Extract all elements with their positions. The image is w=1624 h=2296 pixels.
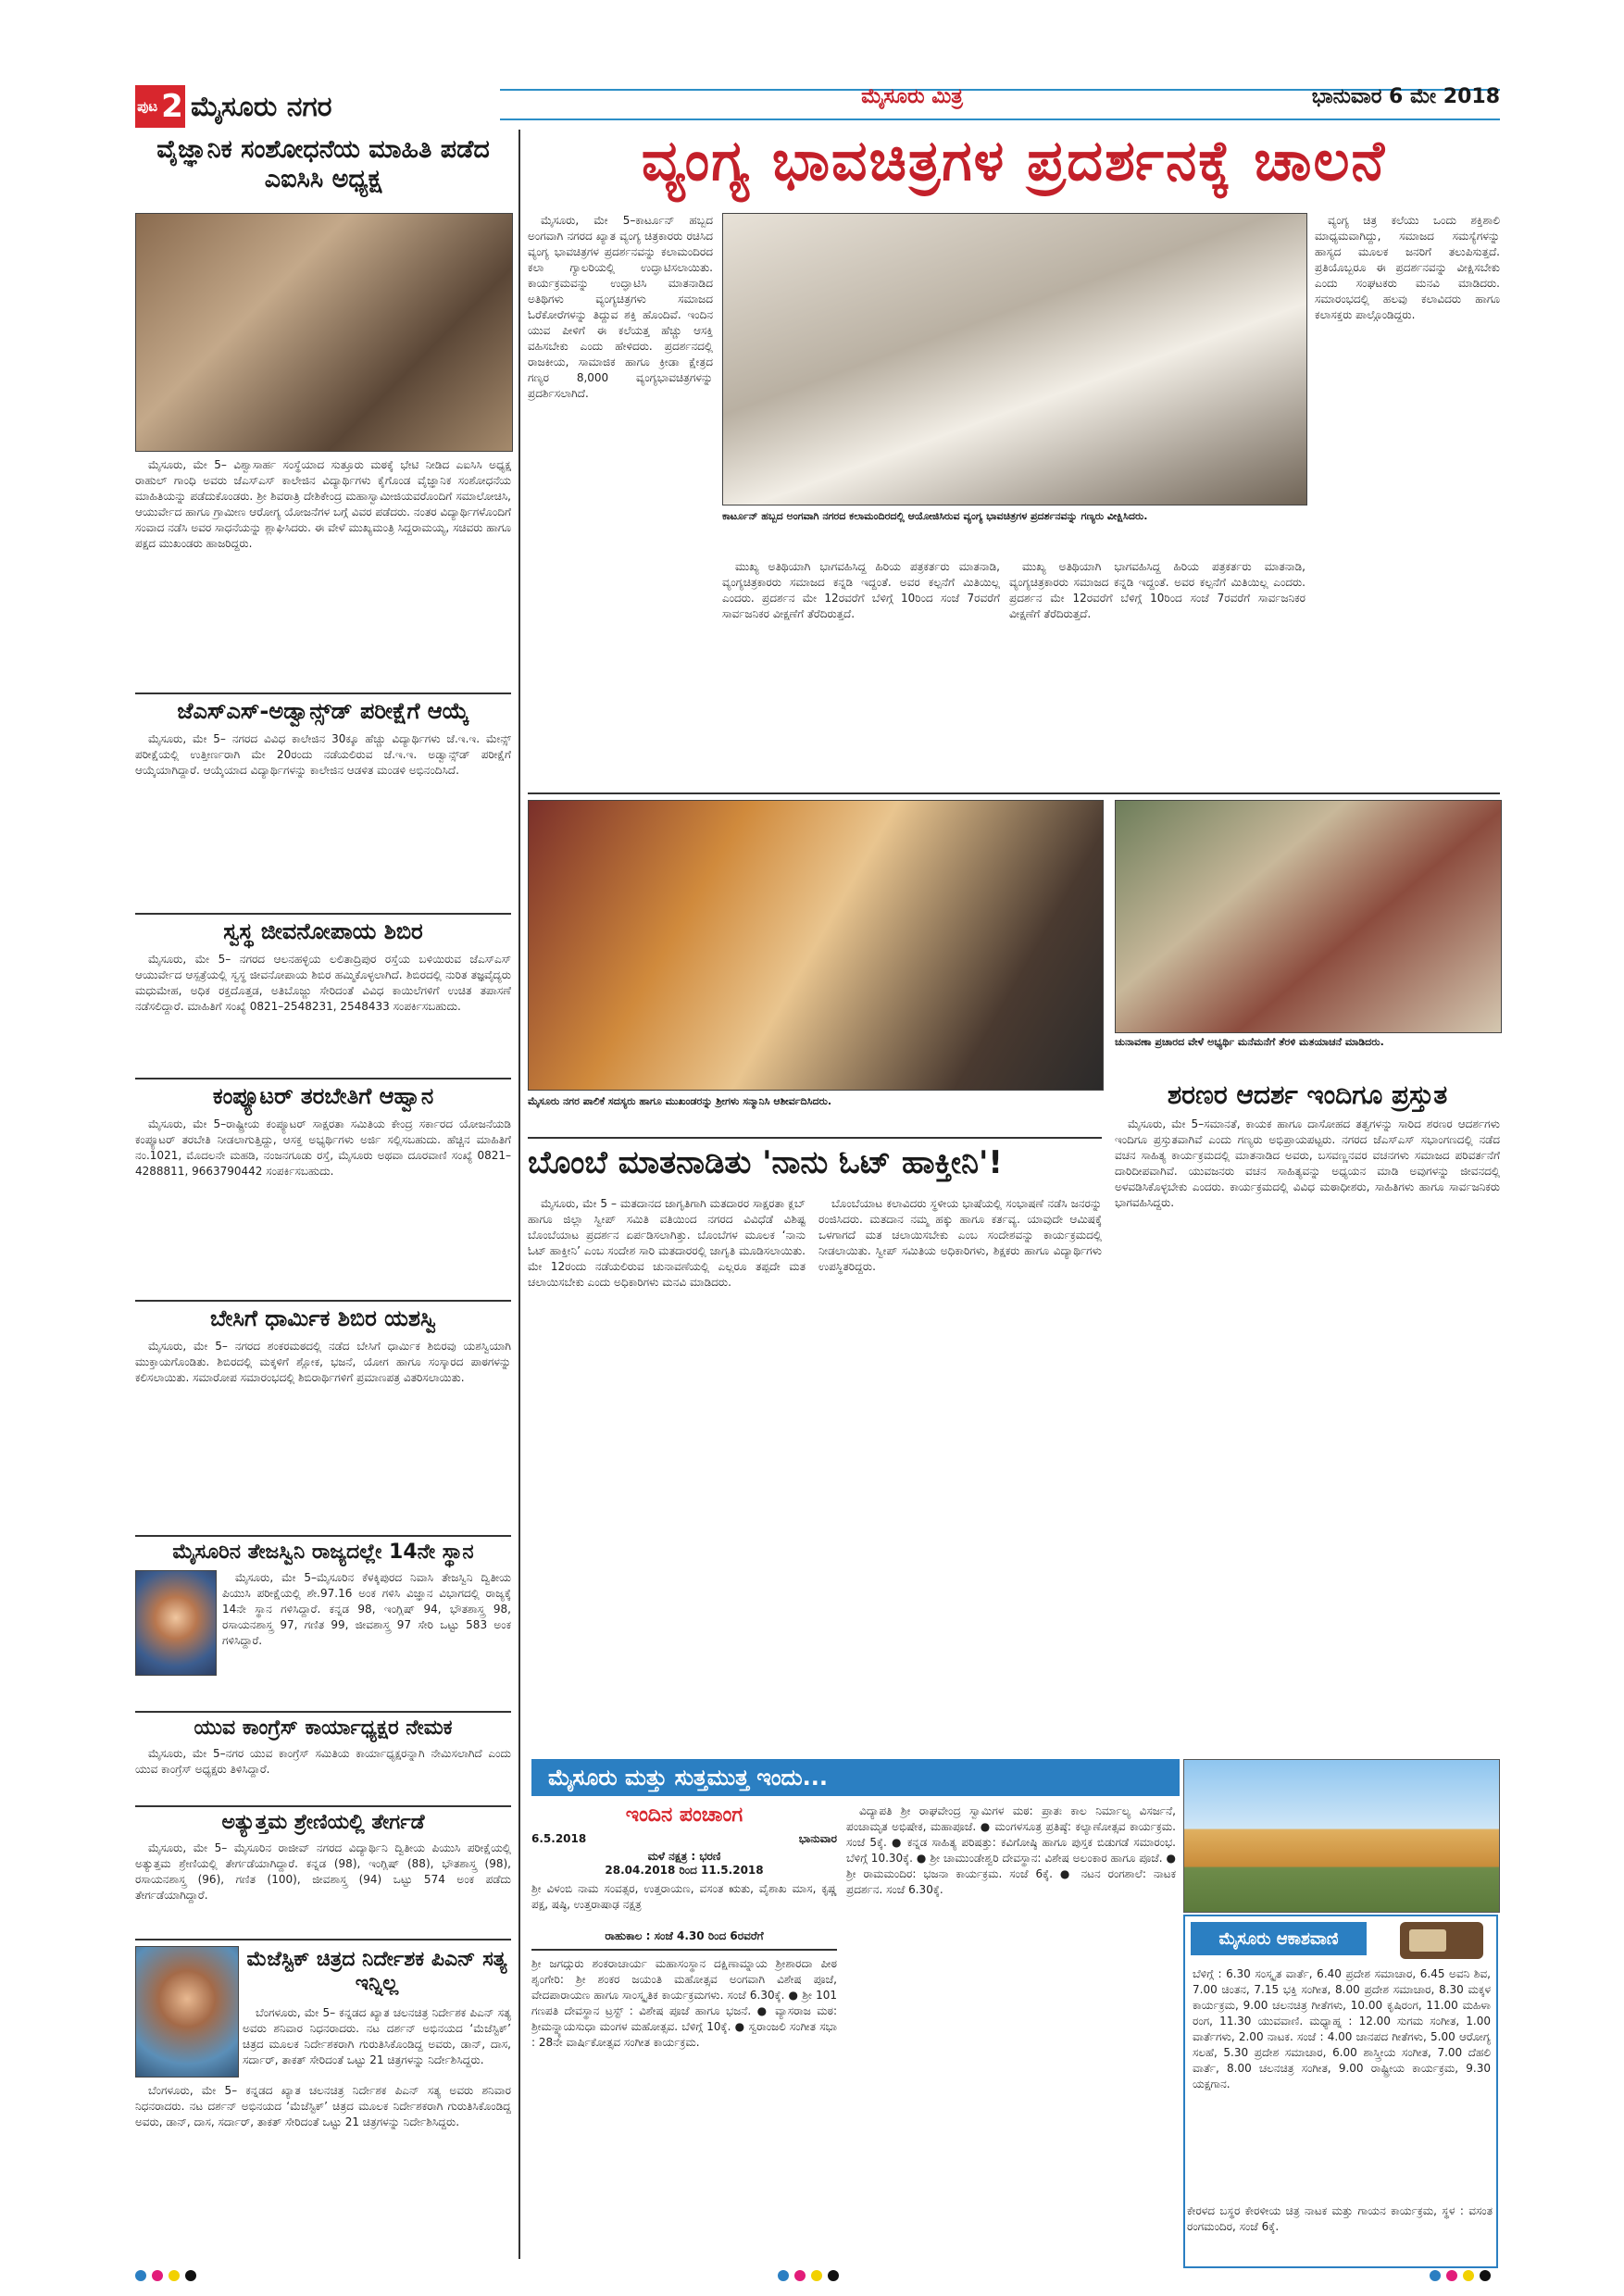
article-text: ಮೈಸೂರು, ಮೇ 5– ಮೈಸೂರಿನ ರಾಜೀವ್ ನಗರದ ವಿದ್ಯಾರ್ಥಿನಿ ದ್ವಿತೀಯ ಪಿಯುಸಿ ಪರೀಕ್ಷೆಯಲ್ಲಿ ಅತ್ಯುತ್ತಮ ಶ್ರೇಣಿಯಲ್ಲಿ ತೇರ್ಗಡೆಯಾಗಿದ್ದಾರೆ. ಕನ್ನಡ (98), ಇಂಗ್ಲಿಷ್ (88), ಭೌತಶಾಸ್ತ್ರ (98), ರಸಾಯನಶಾಸ್ತ್ರ (96), ಗಣಿತ (100), ಜೀವಶಾಸ್ತ್ರ (94) ಒಟ್ಟು 574 ಅಂಕ ಪಡೆದು ತೇರ್ಗಡೆಯಾಗಿದ್ದಾರೆ. — [135, 1841, 511, 1902]
article-body — [135, 731, 511, 909]
article-text: ಬೆಂಗಳೂರು, ಮೇ 5– ಕನ್ನಡದ ಖ್ಯಾತ ಚಲನಚಿತ್ರ ನಿರ್ದೇಶಕ ಪಿಎನ್ ಸತ್ಯ ಅವರು ಶನಿವಾರ ನಿಧನರಾದರು. ನಟ ದರ್ಶನ್ ಅಭಿನಯದ ‘ಮೆಜೆಸ್ಟಿಕ್’ ಚಿತ್ರದ ಮೂಲಕ ನಿರ್ದೇಶಕರಾಗಿ ಗುರುತಿಸಿಕೊಂಡಿದ್ದ ಅವರು, ಡಾನ್, ದಾಸ, ಸರ್ದಾರ್, ತಾಕತ್ ಸೇರಿದಂತೆ ಒಟ್ಟು 21 ಚಿತ್ರಗಳನ್ನು ನಿರ್ದೇಶಿಸಿದ್ದರು. — [243, 2006, 511, 2066]
events-text: ವಿದ್ಯಾಪತಿ ಶ್ರೀ ರಾಘವೇಂದ್ರ ಸ್ವಾಮಿಗಳ ಮಠ: ಪ್ರಾತಃ ಕಾಲ ನಿರ್ಮಾಲ್ಯ ವಿಸರ್ಜನೆ, ಪಂಚಾಮೃತ ಅಭಿಷೇಕ, ಮಹಾಪೂಜೆ. ● ಮಂಗಳಸೂತ್ರ ಪ್ರತಿಷ್ಠೆ: ಕಲ್ಯಾಣೋತ್ಸವ ಕಾರ್ಯಕ್ರಮ. ಸಂಜೆ 5ಕ್ಕೆ. ● ಕನ್ನಡ ಸಾಹಿತ್ಯ ಪರಿಷತ್ತು: ಕವಿಗೋಷ್ಠಿ ಹಾಗೂ ಪುಸ್ತಕ ಬಿಡುಗಡೆ ಸಮಾರಂಭ. ಬೆಳಿಗ್ಗೆ 10.30ಕ್ಕೆ. ● ಶ್ರೀ ಚಾಮುಂಡೇಶ್ವರಿ ದೇವಸ್ಥಾನ: ವಿಶೇಷ ಅಲಂಕಾರ ಹಾಗೂ ಪೂಜೆ. ● ಶ್ರೀ ರಾಮಮಂದಿರ: ಭಜನಾ ಕಾರ್ಯಕ್ರಮ. ಸಂಜೆ 6ಕ್ಕೆ. ● ನಟನ ರಂಗಶಾಲೆ: ನಾಟಕ ಪ್ರದರ್ಶನ. ಸಂಜೆ 6.30ಕ್ಕೆ. — [846, 1804, 1176, 1896]
article-body — [1115, 1117, 1500, 1750]
photo-cartoon-exhibition — [722, 213, 1307, 505]
registration-dot — [778, 2270, 789, 2281]
issue-date: ಭಾನುವಾರ 6 ಮೇ 2018 — [1311, 85, 1500, 108]
headline-ebisi: ವೈಜ್ಞಾನಿಕ ಸಂಶೋಧನೆಯ ಮಾಹಿತಿ ಪಡೆದ ಎಐಸಿಸಿ ಅಧ್ಯಕ್ಷ — [156, 135, 490, 194]
portrait-tejaswini — [135, 1570, 217, 1676]
paper-name: ಮೈಸೂರು ಮಿತ್ರ — [861, 85, 963, 108]
article-text: ಮೈಸೂರು, ಮೇ 5–ಮೈಸೂರಿನ ಕೆಳಕ್ಕಿಪುರದ ನಿವಾಸಿ ತೇಜಸ್ವಿನಿ ದ್ವಿತೀಯ ಪಿಯುಸಿ ಪರೀಕ್ಷೆಯಲ್ಲಿ ಶೇ.97.16 ಅಂಕ ಗಳಿಸಿ ವಿಜ್ಞಾನ ವಿಭಾಗದಲ್ಲಿ ರಾಜ್ಯಕ್ಕೆ 14ನೇ ಸ್ಥಾನ ಗಳಿಸಿದ್ದಾರೆ. ಕನ್ನಡ 98, ಇಂಗ್ಲಿಷ್ 94, ಭೌತಶಾಸ್ತ್ರ 98, ರಸಾಯನಶಾಸ್ತ್ರ 97, ಗಣಿತ 99, ಜೀವಶಾಸ್ತ್ರ 97 ಸೇರಿ ಒಟ್ಟು 583 ಅಂಕ ಗಳಿಸಿದ್ದಾರೆ. — [222, 1571, 511, 1647]
photo-caption: ಕಾರ್ಟೂನ್ ಹಬ್ಬದ ಅಂಗವಾಗಿ ನಗರದ ಕಲಾಮಂದಿರದಲ್ಲಿ ಆಯೋಜಿಸಿರುವ ವ್ಯಂಗ್ಯ ಭಾವಚಿತ್ರಗಳ ಪ್ರದರ್ಶನವನ್ನು ಗಣ್ಯರು ವೀಕ್ಷಿಸಿದರು. — [722, 510, 1148, 522]
registration-dot — [1463, 2270, 1474, 2281]
article-text: ಬೊಂಬೆಯಾಟ ಕಲಾವಿದರು ಸ್ಥಳೀಯ ಭಾಷೆಯಲ್ಲಿ ಸಂಭಾಷಣೆ ನಡೆಸಿ ಜನರನ್ನು ರಂಜಿಸಿದರು. ಮತದಾನ ನಮ್ಮ ಹಕ್ಕು ಹಾಗೂ ಕರ್ತವ್ಯ. ಯಾವುದೇ ಆಮಿಷಕ್ಕೆ ಒಳಗಾಗದೆ ಮತ ಚಲಾಯಿಸಬೇಕು ಎಂಬ ಸಂದೇಶವನ್ನು ಕಾರ್ಯಕ್ರಮದಲ್ಲಿ ನೀಡಲಾಯಿತು. ಸ್ವೀಪ್ ಸಮಿತಿಯ ಅಧಿಕಾರಿಗಳು, ಶಿಕ್ಷಕರು ಹಾಗೂ ವಿದ್ಯಾರ್ಥಿಗಳು ಉಪಸ್ಥಿತರಿದ್ದರು. — [818, 1197, 1102, 1273]
registration-dot — [169, 2270, 180, 2281]
article-body — [1009, 559, 1305, 787]
registration-dot — [1446, 2270, 1457, 2281]
article-text: ವ್ಯಂಗ್ಯ ಚಿತ್ರ ಕಲೆಯು ಒಂದು ಶಕ್ತಿಶಾಲಿ ಮಾಧ್ಯಮವಾಗಿದ್ದು, ಸಮಾಜದ ಸಮಸ್ಯೆಗಳನ್ನು ಹಾಸ್ಯದ ಮೂಲಕ ಜನರಿಗೆ ತಲುಪಿಸುತ್ತದೆ. ಪ್ರತಿಯೊಬ್ಬರೂ ಈ ಪ್ರದರ್ಶನವನ್ನು ವೀಕ್ಷಿಸಬೇಕು ಎಂದು ಸಂಘಟಕರು ಮನವಿ ಮಾಡಿದರು. ಸಮಾರಂಭದಲ್ಲಿ ಹಲವು ಕಲಾವಿದರು ಹಾಗೂ ಕಲಾಸಕ್ತರು ಪಾಲ್ಗೊಂಡಿದ್ದರು. — [1315, 214, 1500, 321]
page-number-badge — [135, 85, 185, 128]
footer-note: ಕೇರಳದ ಬಸ್ಥರ ಕೇರಳೀಯ ಚಿತ್ರ ನಾಟಕ ಮತ್ತು ಗಾಯನ ಕಾರ್ಯಕ್ರಮ, ಸ್ಥಳ : ವಸಂತ ರಂಗಮಂದಿರ, ಸಂಜೆ 6ಕ್ಕೆ. — [1187, 2203, 1493, 2259]
article-text: ಮೈಸೂರು, ಮೇ 5– ವಿಶ್ವಾಸಾರ್ಹ ಸಂಸ್ಥೆಯಾದ ಸುತ್ತೂರು ಮಠಕ್ಕೆ ಭೇಟಿ ನೀಡಿದ ಎಐಸಿಸಿ ಅಧ್ಯಕ್ಷ ರಾಹುಲ್ ಗಾಂಧಿ ಅವರು ಜೆಎಸ್‌ಎಸ್ ಕಾಲೇಜಿನ ವಿದ್ಯಾರ್ಥಿಗಳು ಕೈಗೊಂಡ ವೈಜ್ಞಾನಿಕ ಸಂಶೋಧನೆಯ ಮಾಹಿತಿಯನ್ನು ಪಡೆದುಕೊಂಡರು. ಶ್ರೀ ಶಿವರಾತ್ರಿ ದೇಶಿಕೇಂದ್ರ ಮಹಾಸ್ವಾಮೀಜಿಯವರೊಂದಿಗೆ ಸಮಾಲೋಚಿಸಿ, ಆಯುರ್ವೇದ ಹಾಗೂ ಗ್ರಾಮೀಣ ಆರೋಗ್ಯ ಯೋಜನೆಗಳ ಬಗ್ಗೆ ವಿವರ ಪಡೆದರು. ನಂತರ ವಿದ್ಯಾರ್ಥಿಗಳೊಂದಿಗೆ ಸಂವಾದ ನಡೆಸಿ ಅವರ ಸಾಧನೆಯನ್ನು ಶ್ಲಾಘಿಸಿದರು. ಈ ವೇಳೆ ಮುಖ್ಯಮಂತ್ರಿ ಸಿದ್ದರಾಮಯ್ಯ, ಸಚಿವರು ಹಾಗೂ ಪಕ್ಷದ ಮುಖಂಡರು ಹಾಜರಿದ್ದರು. — [135, 458, 511, 550]
article-body-continued — [135, 2083, 511, 2250]
mysore-palace-image — [1183, 1759, 1500, 1913]
radio-icon — [1400, 1922, 1483, 1959]
headline-besige: ಬೇಸಿಗೆ ಧಾರ್ಮಿಕ ಶಿಬಿರ ಯಶಸ್ವಿ — [209, 1305, 437, 1331]
divider — [135, 1078, 511, 1079]
photo-felicitation — [528, 800, 1104, 1091]
article-text: ಮೈಸೂರು, ಮೇ 5–ಕಾರ್ಟೂನ್ ಹಬ್ಬದ ಅಂಗವಾಗಿ ನಗರದ ಖ್ಯಾತ ವ್ಯಂಗ್ಯ ಚಿತ್ರಕಾರರು ರಚಿಸಿದ ವ್ಯಂಗ್ಯ ಭಾವಚಿತ್ರಗಳ ಪ್ರದರ್ಶನವನ್ನು ಕಲಾಮಂದಿರದ ಕಲಾ ಗ್ಯಾಲರಿಯಲ್ಲಿ ಉದ್ಘಾಟಿಸಲಾಯಿತು. ಕಾರ್ಯಕ್ರಮವನ್ನು ಉದ್ಘಾಟಿಸಿ ಮಾತನಾಡಿದ ಅತಿಥಿಗಳು ವ್ಯಂಗ್ಯಚಿತ್ರಗಳು ಸಮಾಜದ ಓರೆಕೋರೆಗಳನ್ನು ತಿದ್ದುವ ಶಕ್ತಿ ಹೊಂದಿವೆ. ಇಂದಿನ ಯುವ ಪೀಳಿಗೆ ಈ ಕಲೆಯತ್ತ ಹೆಚ್ಚು ಆಸಕ್ತಿ ವಹಿಸಬೇಕು ಎಂದು ಹೇಳಿದರು. ಪ್ರದರ್ಶನದಲ್ಲಿ ರಾಜಕೀಯ, ಸಾಮಾಜಿಕ ಹಾಗೂ ಕ್ರೀಡಾ ಕ್ಷೇತ್ರದ ಗಣ್ಯರ 8,000 ವ್ಯಂಗ್ಯಭಾವಚಿತ್ರಗಳನ್ನು ಪ್ರದರ್ಶಿಸಲಾಗಿದೆ. — [528, 214, 713, 400]
photo-campaign — [1115, 800, 1502, 1033]
page-number: 2 — [161, 88, 183, 125]
panchanga-rahukala: ರಾಹುಕಾಲ : ಸಂಜೆ 4.30 ರಿಂದ 6ರವರೆಗೆ — [605, 1929, 764, 1942]
panchanga-nakshatra-dates: 28.04.2018 ರಿಂದ 11.5.2018 — [605, 1864, 764, 1877]
divider — [531, 1949, 837, 1951]
headline-sharanara: ಶರಣರ ಆದರ್ಶ ಇಂದಿಗೂ ಪ್ರಸ್ತುತ — [1167, 1079, 1448, 1110]
photo-caption: ಮೈಸೂರು ನಗರ ಪಾಲಿಕೆ ಸದಸ್ಯರು ಹಾಗೂ ಮುಖಂಡರನ್ನು ಶ್ರೀಗಳು ಸನ್ಮಾನಿಸಿ ಆಶೀರ್ವದಿಸಿದರು. — [528, 1095, 832, 1107]
divider — [135, 693, 511, 694]
divider — [135, 1535, 511, 1537]
headline-tejaswini: ಮೈಸೂರಿನ ತೇಜಸ್ವಿನಿ ರಾಜ್ಯದಲ್ಲೇ 14ನೇ ಸ್ಥಾನ — [172, 1541, 474, 1564]
divider — [135, 1300, 511, 1302]
panchanga-samvatsara: ಶ್ರೀ ವಿಳಂಬಿ ನಾಮ ಸಂವತ್ಸರ, ಉತ್ತರಾಯಣ, ವಸಂತ ಋತು, ವೈಶಾಖ ಮಾಸ, ಕೃಷ್ಣ ಪಕ್ಷ, ಷಷ್ಠಿ, ಉತ್ತರಾಷಾಢ ನಕ್ಷತ್ರ — [531, 1882, 837, 1911]
article-body — [135, 1746, 511, 1802]
article-body — [243, 2005, 511, 2079]
article-text: ಬೆಂಗಳೂರು, ಮೇ 5– ಕನ್ನಡದ ಖ್ಯಾತ ಚಲನಚಿತ್ರ ನಿರ್ದೇಶಕ ಪಿಎನ್ ಸತ್ಯ ಅವರು ಶನಿವಾರ ನಿಧನರಾದರು. ನಟ ದರ್ಶನ್ ಅಭಿನಯದ ‘ಮೆಜೆಸ್ಟಿಕ್’ ಚಿತ್ರದ ಮೂಲಕ ನಿರ್ದೇಶಕರಾಗಿ ಗುರುತಿಸಿಕೊಂಡಿದ್ದ ಅವರು, ಡಾನ್, ದಾಸ, ಸರ್ದಾರ್, ತಾಕತ್ ಸೇರಿದಂತೆ ಒಟ್ಟು 21 ಚಿತ್ರಗಳನ್ನು ನಿರ್ದೇಶಿಸಿದ್ದರು. — [135, 2084, 511, 2128]
portrait-pn-satya — [135, 1946, 239, 2078]
column-rule — [518, 130, 520, 2259]
registration-dot — [1480, 2270, 1491, 2281]
today-section-title: ಮೈಸೂರು ಮತ್ತು ಸುತ್ತಮುತ್ತ ಇಂದು... — [531, 1759, 1180, 1796]
article-text: ಮೈಸೂರು, ಮೇ 5–ಸಮಾನತೆ, ಕಾಯಕ ಹಾಗೂ ದಾಸೋಹದ ತತ್ವಗಳನ್ನು ಸಾರಿದ ಶರಣರ ಆದರ್ಶಗಳು ಇಂದಿಗೂ ಪ್ರಸ್ತುತವಾಗಿವೆ ಎಂದು ಗಣ್ಯರು ಅಭಿಪ್ರಾಯಪಟ್ಟರು. ನಗರದ ಜೆಎಸ್‌ಎಸ್ ಸಭಾಂಗಣದಲ್ಲಿ ನಡೆದ ವಚನ ಸಾಹಿತ್ಯ ಕಾರ್ಯಕ್ರಮದಲ್ಲಿ ಮಾತನಾಡಿದ ಅವರು, ಬಸವಣ್ಣನವರ ವಚನಗಳು ಸಮಾಜದ ಪರಿವರ್ತನೆಗೆ ದಾರಿದೀಪವಾಗಿವೆ. ಯುವಜನರು ವಚನ ಸಾಹಿತ್ಯವನ್ನು ಅಧ್ಯಯನ ಮಾಡಿ ಅವುಗಳನ್ನು ಜೀವನದಲ್ಲಿ ಅಳವಡಿಸಿಕೊಳ್ಳಬೇಕು ಎಂದರು. ಕಾರ್ಯಕ್ರಮದಲ್ಲಿ ವಿವಿಧ ಮಠಾಧೀಶರು, ಸಾಹಿತಿಗಳು ಹಾಗೂ ಸಾರ್ವಜನಿಕರು ಭಾಗವಹಿಸಿದ್ದರು. — [1115, 1117, 1500, 1209]
article-body — [528, 213, 713, 787]
panchanga-date: 6.5.2018 — [531, 1832, 587, 1845]
panchanga-box — [531, 1803, 837, 2257]
headline-vyangya: ವ್ಯಂಗ್ಯ ಭಾವಚಿತ್ರಗಳ ಪ್ರದರ್ಶನಕ್ಕೆ ಚಾಲನೆ — [641, 129, 1387, 193]
events-list — [846, 1803, 1176, 2257]
headline-majestic: ಮೆಜೆಸ್ಟಿಕ್ ಚಿತ್ರದ ನಿರ್ದೇಶಕ ಪಿಎನ್ ಸತ್ಯ ಇನ್ನಿಲ್ಲ — [246, 1948, 507, 1996]
registration-dot — [828, 2270, 839, 2281]
registration-marks-center — [778, 2270, 839, 2281]
article-body — [135, 457, 511, 689]
headline-atyuttama: ಅತ್ಯುತ್ತಮ ಶ್ರೇಣಿಯಲ್ಲಿ ತೇರ್ಗಡೆ — [221, 1811, 425, 1834]
headline-bombe: ಬೊಂಬೆ ಮಾತನಾಡಿತು 'ನಾನು ಓಟ್ ಹಾಕ್ತೀನಿ'! — [528, 1144, 1003, 1181]
article-text: ಮೈಸೂರು, ಮೇ 5– ನಗರದ ವಿವಿಧ ಕಾಲೇಜಿನ 30ಕ್ಕೂ ಹೆಚ್ಚು ವಿದ್ಯಾರ್ಥಿಗಳು ಜೆ.ಇ.ಇ. ಮೇನ್ಸ್ ಪರೀಕ್ಷೆಯಲ್ಲಿ ಉತ್ತೀರ್ಣರಾಗಿ ಮೇ 20ರಂದು ನಡೆಯಲಿರುವ ಜೆ.ಇ.ಇ. ಅಡ್ವಾನ್ಸ್‌ಡ್ ಪರೀಕ್ಷೆಗೆ ಆಯ್ಕೆಯಾಗಿದ್ದಾರೆ. ಆಯ್ಕೆಯಾದ ವಿದ್ಯಾರ್ಥಿಗಳನ್ನು ಕಾಲೇಜಿನ ಆಡಳಿತ ಮಂಡಳಿ ಅಭಿನಂದಿಸಿದೆ. — [135, 732, 511, 777]
divider — [135, 1805, 511, 1807]
article-text: ಮುಖ್ಯ ಅತಿಥಿಯಾಗಿ ಭಾಗವಹಿಸಿದ್ದ ಹಿರಿಯ ಪತ್ರಕರ್ತರು ಮಾತನಾಡಿ, ವ್ಯಂಗ್ಯಚಿತ್ರಕಾರರು ಸಮಾಜದ ಕನ್ನಡಿ ಇದ್ದಂತೆ. ಅವರ ಕಲ್ಪನೆಗೆ ಮಿತಿಯಿಲ್ಲ ಎಂದರು. ಪ್ರದರ್ಶನ ಮೇ 12ರವರೆಗೆ ಬೆಳಿಗ್ಗೆ 10ರಿಂದ ಸಂಜೆ 7ರವರೆಗೆ ಸಾರ್ವಜನಿಕರ ವೀಕ್ಷಣೆಗೆ ತೆರೆದಿರುತ್ತದೆ. — [722, 560, 1000, 620]
registration-marks-right — [1430, 2270, 1491, 2281]
article-text: ಮೈಸೂರು, ಮೇ 5– ನಗರದ ಶಂಕರಮಠದಲ್ಲಿ ನಡೆದ ಬೇಸಿಗೆ ಧಾರ್ಮಿಕ ಶಿಬಿರವು ಯಶಸ್ವಿಯಾಗಿ ಮುಕ್ತಾಯಗೊಂಡಿತು. ಶಿಬಿರದಲ್ಲಿ ಮಕ್ಕಳಿಗೆ ಶ್ಲೋಕ, ಭಜನೆ, ಯೋಗ ಹಾಗೂ ಸಂಸ್ಕಾರದ ಪಾಠಗಳನ್ನು ಕಲಿಸಲಾಯಿತು. ಸಮಾರೋಪ ಸಮಾರಂಭದಲ್ಲಿ ಶಿಬಿರಾರ್ಥಿಗಳಿಗೆ ಪ್ರಮಾಣಪತ್ರ ವಿತರಿಸಲಾಯಿತು. — [135, 1340, 511, 1384]
panchanga-title: ಇಂದಿನ ಪಂಚಾಂಗ — [625, 1803, 743, 1827]
article-body — [722, 559, 1000, 787]
divider — [135, 913, 511, 915]
registration-dot — [811, 2270, 822, 2281]
page-label: ಪುಟ — [137, 98, 158, 115]
headline-swasthya: ಸ್ವಸ್ಥ ಜೀವನೋಪಾಯ ಶಿಬಿರ — [223, 918, 423, 944]
registration-dot — [185, 2270, 196, 2281]
article-body — [135, 1117, 511, 1296]
registration-dot — [1430, 2270, 1441, 2281]
article-body — [222, 1570, 511, 1707]
panchanga-weekday: ಭಾನುವಾರ — [798, 1832, 837, 1845]
registration-dot — [794, 2270, 806, 2281]
photo-ebisi — [135, 213, 513, 452]
article-body — [135, 952, 511, 1074]
article-body — [818, 1196, 1102, 1750]
akashavani-schedule: ಬೆಳಿಗ್ಗೆ : 6.30 ಸಂಸ್ಕೃತ ವಾರ್ತೆ, 6.40 ಪ್ರದೇಶ ಸಮಾಚಾರ, 6.45 ಅವನಿ ಶಿವ, 7.00 ಚಿಂತನ, 7.15 ಭಕ್ತಿ ಸಂಗೀತ, 8.00 ಪ್ರದೇಶ ಸಮಾಚಾರ, 8.30 ಮಕ್ಕಳ ಕಾರ್ಯಕ್ರಮ, 9.00 ಚಲನಚಿತ್ರ ಗೀತೆಗಳು, 10.00 ಕೃಷಿರಂಗ, 11.00 ಮಹಿಳಾ ರಂಗ, 11.30 ಯುವವಾಣಿ. ಮಧ್ಯಾಹ್ನ : 12.00 ಸುಗಮ ಸಂಗೀತ, 1.00 ವಾರ್ತೆಗಳು, 2.00 ನಾಟಕ. ಸಂಜೆ : 4.00 ಜಾನಪದ ಗೀತೆಗಳು, 5.00 ಆರೋಗ್ಯ ಸಲಹೆ, 5.30 ಪ್ರದೇಶ ಸಮಾಚಾರ, 6.00 ಶಾಸ್ತ್ರೀಯ ಸಂಗೀತ, 7.00 ದೆಹಲಿ ವಾರ್ತೆ, 8.00 ಚಲನಚಿತ್ರ ಸಂಗೀತ, 9.00 ರಾಷ್ಟ್ರೀಯ ಕಾರ್ಯಕ್ರಮ, 9.30 ಯಕ್ಷಗಾನ. — [1193, 1967, 1491, 2090]
events-list: ಶ್ರೀ ಜಗದ್ಗುರು ಶಂಕರಾಚಾರ್ಯ ಮಹಾಸಂಸ್ಥಾನ ದಕ್ಷಿಣಾಮ್ನಾಯ ಶ್ರೀಶಾರದಾ ಪೀಠ ಶೃಂಗೇರಿ: ಶ್ರೀ ಶಂಕರ ಜಯಂತಿ ಮಹೋತ್ಸವ ಅಂಗವಾಗಿ ವಿಶೇಷ ಪೂಜೆ, ವೇದಪಾರಾಯಣ ಹಾಗೂ ಸಾಂಸ್ಕೃತಿಕ ಕಾರ್ಯಕ್ರಮಗಳು. ಸಂಜೆ 6.30ಕ್ಕೆ. ● ಶ್ರೀ 101 ಗಣಪತಿ ದೇವಸ್ಥಾನ ಟ್ರಸ್ಟ್ : ವಿಶೇಷ ಪೂಜೆ ಹಾಗೂ ಭಜನೆ. ● ವ್ಯಾಸರಾಜ ಮಠ: ಶ್ರೀಮನ್ನ್ಯಾಯಸುಧಾ ಮಂಗಳ ಮಹೋತ್ಸವ. ಬೆಳಿಗ್ಗೆ 10ಕ್ಕೆ. ● ಸ್ವರಾಂಜಲಿ ಸಂಗೀತ ಸಭಾ : 28ನೇ ವಾರ್ಷಿಕೋತ್ಸವ ಸಂಗೀತ ಕಾರ್ಯಕ್ರಮ. — [531, 1957, 837, 2049]
article-text: ಮೈಸೂರು, ಮೇ 5 – ಮತದಾನದ ಜಾಗೃತಿಗಾಗಿ ಮತದಾರರ ಸಾಕ್ಷರತಾ ಕ್ಲಬ್ ಹಾಗೂ ಜಿಲ್ಲಾ ಸ್ವೀಪ್ ಸಮಿತಿ ವತಿಯಿಂದ ನಗರದ ವಿವಿಧೆಡೆ ವಿಶಿಷ್ಟ ಬೊಂಬೆಯಾಟ ಪ್ರದರ್ಶನ ಏರ್ಪಡಿಸಲಾಗಿತ್ತು. ಬೊಂಬೆಗಳ ಮೂಲಕ ‘ನಾನು ಓಟ್ ಹಾಕ್ತೀನಿ’ ಎಂಬ ಸಂದೇಶ ಸಾರಿ ಮತದಾರರಲ್ಲಿ ಜಾಗೃತಿ ಮೂಡಿಸಲಾಯಿತು. ಮೇ 12ರಂದು ನಡೆಯಲಿರುವ ಚುನಾವಣೆಯಲ್ಲಿ ಎಲ್ಲರೂ ತಪ್ಪದೇ ಮತ ಚಲಾಯಿಸಬೇಕು ಎಂದು ಅಧಿಕಾರಿಗಳು ಮನವಿ ಮಾಡಿದರು. — [528, 1197, 806, 1289]
akashavani-title: ಮೈಸೂರು ಆಕಾಶವಾಣಿ — [1191, 1922, 1367, 1955]
photo-caption: ಚುನಾವಣಾ ಪ್ರಚಾರದ ವೇಳೆ ಅಭ್ಯರ್ಥಿ ಮನೆಮನೆಗೆ ತೆರಳಿ ಮತಯಾಚನೆ ಮಾಡಿದರು. — [1115, 1036, 1384, 1048]
headline-jss-advanced: ಜೆಎಸ್‌ಎಸ್-ಅಡ್ವಾನ್ಸ್‌ಡ್ ಪರೀಕ್ಷೆಗೆ ಆಯ್ಕೆ — [177, 698, 469, 724]
section-title: ಮೈಸೂರು ನಗರ — [191, 90, 332, 123]
article-body — [528, 1196, 806, 1750]
article-text: ಮೈಸೂರು, ಮೇ 5–ನಗರ ಯುವ ಕಾಂಗ್ರೆಸ್ ಸಮಿತಿಯ ಕಾರ್ಯಾಧ್ಯಕ್ಷರನ್ನಾಗಿ ನೇಮಿಸಲಾಗಿದೆ ಎಂದು ಯುವ ಕಾಂಗ್ರೆಸ್ ಅಧ್ಯಕ್ಷರು ತಿಳಿಸಿದ್ದಾರೆ. — [135, 1747, 511, 1776]
panchanga-nakshatra: ಮಳೆ ನಕ್ಷತ್ರ : ಭರಣಿ — [647, 1850, 721, 1863]
article-body — [135, 1841, 511, 1935]
divider — [135, 1939, 511, 1940]
divider — [528, 792, 1500, 794]
headline-yuva: ಯುವ ಕಾಂಗ್ರೆಸ್ ಕಾರ್ಯಾಧ್ಯಕ್ಷರ ನೇಮಕ — [194, 1716, 453, 1740]
article-body — [135, 1339, 511, 1531]
article-body — [1315, 213, 1500, 787]
article-text: ಮುಖ್ಯ ಅತಿಥಿಯಾಗಿ ಭಾಗವಹಿಸಿದ್ದ ಹಿರಿಯ ಪತ್ರಕರ್ತರು ಮಾತನಾಡಿ, ವ್ಯಂಗ್ಯಚಿತ್ರಕಾರರು ಸಮಾಜದ ಕನ್ನಡಿ ಇದ್ದಂತೆ. ಅವರ ಕಲ್ಪನೆಗೆ ಮಿತಿಯಿಲ್ಲ ಎಂದರು. ಪ್ರದರ್ಶನ ಮೇ 12ರವರೆಗೆ ಬೆಳಿಗ್ಗೆ 10ರಿಂದ ಸಂಜೆ 7ರವರೆಗೆ ಸಾರ್ವಜನಿಕರ ವೀಕ್ಷಣೆಗೆ ತೆರೆದಿರುತ್ತದೆ. — [1009, 560, 1305, 620]
article-text: ಮೈಸೂರು, ಮೇ 5–ರಾಷ್ಟ್ರೀಯ ಕಂಪ್ಯೂಟರ್ ಸಾಕ್ಷರತಾ ಸಮಿತಿಯ ಕೇಂದ್ರ ಸರ್ಕಾರದ ಯೋಜನೆಯಡಿ ಕಂಪ್ಯೂಟರ್ ತರಬೇತಿ ನೀಡಲಾಗುತ್ತಿದ್ದು, ಆಸಕ್ತ ಅಭ್ಯರ್ಥಿಗಳು ಅರ್ಜಿ ಸಲ್ಲಿಸಬಹುದು. ಹೆಚ್ಚಿನ ಮಾಹಿತಿಗೆ ನಂ.1021, ಮೊದಲನೇ ಮಹಡಿ, ನಂಜನಗೂಡು ರಸ್ತೆ, ಮೈಸೂರು ಅಥವಾ ದೂರವಾಣಿ ಸಂಖ್ಯೆ 0821–4288811, 9663790442 ಸಂಪರ್ಕಿಸಬಹುದು. — [135, 1117, 511, 1178]
divider — [528, 1137, 1102, 1139]
panchanga-date-row — [531, 1832, 837, 1846]
divider — [135, 1711, 511, 1713]
registration-marks-left — [135, 2270, 196, 2281]
headline-computer: ಕಂಪ್ಯೂಟರ್ ತರಬೇತಿಗೆ ಆಹ್ವಾನ — [212, 1083, 434, 1109]
article-text: ಮೈಸೂರು, ಮೇ 5– ನಗರದ ಆಲನಹಳ್ಳಿಯ ಲಲಿತಾದ್ರಿಪುರ ರಸ್ತೆಯ ಬಳಿಯಿರುವ ಜೆಎಸ್‌ಎಸ್ ಆಯುರ್ವೇದ ಆಸ್ಪತ್ರೆಯಲ್ಲಿ ಸ್ವಸ್ಥ ಜೀವನೋಪಾಯ ಶಿಬಿರ ಹಮ್ಮಿಕೊಳ್ಳಲಾಗಿದೆ. ಶಿಬಿರದಲ್ಲಿ ನುರಿತ ತಜ್ಞವೈದ್ಯರು ಮಧುಮೇಹ, ಅಧಿಕ ರಕ್ತದೊತ್ತಡ, ಅತಿಬೊಜ್ಜು ಸೇರಿದಂತೆ ವಿವಿಧ ಕಾಯಿಲೆಗಳಿಗೆ ಉಚಿತ ತಪಾಸಣೆ ನಡೆಸಲಿದ್ದಾರೆ. ಮಾಹಿತಿಗೆ ಸಂಖ್ಯೆ 0821–2548231, 2548433 ಸಂಪರ್ಕಿಸಬಹುದು. — [135, 953, 511, 1013]
registration-dot — [135, 2270, 146, 2281]
registration-dot — [152, 2270, 163, 2281]
